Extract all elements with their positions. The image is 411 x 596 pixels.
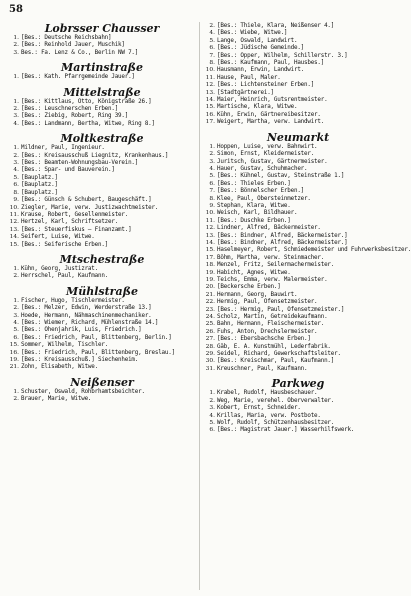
resident-text: [Bes.: Lichtensteiner Erben.]	[217, 82, 315, 89]
resident-text: [Bes.: Ebersbachsche Erben.]	[217, 336, 311, 343]
house-number: 10.	[9, 204, 19, 211]
resident-entry	[9, 305, 195, 312]
house-number: 13.	[205, 89, 215, 96]
resident-entry	[9, 167, 195, 174]
house-number: 4.	[209, 165, 215, 172]
resident-text: Haselmeyer, Robert, Schmiedemeister und Fuhrwerksbesitzer.	[217, 247, 411, 254]
house-number: 5.	[13, 327, 19, 334]
resident-entry	[9, 50, 195, 57]
resident-text: Hertzel, Karl, Schriftsetzer.	[21, 219, 119, 226]
resident-entry	[205, 233, 391, 240]
resident-entry	[205, 38, 391, 45]
resident-entry	[9, 121, 195, 128]
house-number: 6.	[209, 45, 215, 52]
house-number: 3.	[209, 405, 215, 412]
resident-text: Weigert, Martha, verw. Landwirt.	[217, 119, 325, 126]
house-number: 19.	[9, 357, 19, 363]
resident-text: [Bes.: Kreischmar, Paul, Kaufmann.]	[217, 358, 335, 365]
resident-text: [Bes.: Seiferische Erben.]	[21, 241, 109, 248]
house-number: 11.	[205, 217, 215, 224]
resident-entry	[205, 420, 391, 427]
resident-entry	[9, 35, 195, 42]
resident-entry	[9, 42, 195, 49]
house-number: 3.	[13, 160, 19, 167]
resident-text: Böhm, Martha, verw. Steinmacher.	[217, 254, 325, 261]
resident-text: [Bes.: Magistrat Jauer.] Wasserhilfswerk.	[217, 427, 355, 434]
resident-entry	[205, 210, 391, 217]
resident-entry	[205, 247, 411, 254]
house-number: 1.	[209, 390, 215, 397]
resident-entry	[9, 212, 195, 219]
house-number: 10.	[205, 210, 215, 217]
resident-text: Krillas, Maria, verw. Postbote.	[217, 412, 321, 419]
resident-text: Scholz, Martin, Getreidekaufmann.	[217, 314, 328, 321]
house-number: 7.	[209, 52, 215, 59]
resident-text: [Beckersche Erben.]	[217, 284, 281, 291]
resident-entry	[9, 342, 195, 349]
house-number: 15.	[205, 104, 215, 111]
house-number: 2.	[13, 396, 19, 403]
resident-text: Hermann, Georg, Bauwirt.	[217, 291, 298, 298]
resident-text: Lindner, Alfred, Bäckermeister.	[217, 225, 321, 232]
resident-text: Kühn, Georg, Justizrat.	[21, 265, 98, 272]
resident-text: Weg, Marie, verehel. Oberverwalter.	[217, 397, 335, 404]
resident-text: Hausmann, Erwin, Landwirt.	[217, 67, 305, 74]
resident-text: [Bauplatz.]	[21, 182, 58, 189]
resident-text: Krabel, Rudolf, Hausbeschauer.	[217, 390, 318, 397]
resident-entry	[205, 398, 391, 405]
resident-entry	[205, 181, 391, 188]
resident-text: Simon, Ernst, Kleidermeister.	[217, 151, 315, 158]
resident-text: Ziegler, Marie, verw. Justizwachtmeister.	[21, 204, 159, 211]
resident-text: Bes.: Fa. Lenz & Co., Berlin NW 7.]	[21, 49, 139, 56]
resident-entry	[205, 173, 391, 180]
resident-entry	[205, 405, 391, 412]
page-number: 58	[9, 4, 23, 15]
resident-entry	[205, 336, 391, 343]
resident-entry	[205, 188, 391, 195]
resident-entry	[205, 321, 391, 328]
resident-entry	[9, 175, 195, 182]
house-number: 1.	[13, 74, 19, 81]
house-number: 4.	[13, 319, 19, 326]
resident-text: [Stadtgärtnerei.]	[217, 89, 274, 96]
resident-text: [Bes.: Jüdische Gemeinde.]	[217, 45, 305, 52]
street-section	[9, 23, 195, 62]
resident-entry	[9, 364, 195, 371]
resident-list	[9, 298, 195, 372]
resident-entry	[205, 329, 391, 336]
house-number: 12.	[9, 219, 19, 226]
resident-text: [Bes.: Melzer, Edwin, Werderstraße 13.]	[21, 305, 152, 312]
house-number: 14.	[205, 97, 215, 104]
resident-entry	[9, 99, 195, 106]
house-number: 4.	[209, 412, 215, 419]
street-section	[205, 23, 391, 132]
resident-list	[205, 23, 391, 127]
house-number: 30.	[205, 358, 215, 365]
resident-entry	[9, 153, 195, 160]
resident-entry	[205, 292, 391, 299]
resident-text: Hoede, Hermann, Nähmaschinenmechaniker.	[21, 312, 152, 319]
house-number: 28.	[205, 343, 215, 350]
house-number: 2.	[209, 151, 215, 158]
street-heading: Parkweg	[271, 377, 325, 391]
resident-entry	[9, 396, 195, 403]
house-number: 2.	[209, 397, 215, 404]
resident-entry	[205, 90, 391, 97]
resident-text: [Bes.: Steuerfiskus — Finanzamt.]	[21, 226, 132, 233]
house-number: 8.	[13, 189, 19, 196]
street-heading: Neumarkt	[266, 130, 330, 144]
resident-list	[9, 35, 195, 57]
house-number: 21.	[9, 364, 19, 371]
house-number: 7.	[209, 188, 215, 195]
resident-entry	[205, 144, 391, 151]
resident-text: [Bes.: Kittlaus, Otto, Königstraße 26.]	[21, 98, 152, 105]
street-section	[205, 378, 391, 439]
resident-entry	[9, 350, 195, 357]
resident-entry	[205, 23, 391, 30]
house-number: 15.	[205, 247, 215, 254]
house-number: 9.	[13, 197, 19, 204]
house-number: 20.	[205, 284, 215, 291]
house-number: 1.	[13, 297, 19, 304]
resident-entry	[205, 284, 391, 291]
house-number: 1.	[13, 265, 19, 272]
resident-entry	[205, 299, 391, 306]
house-number: 14.	[9, 234, 19, 241]
left-column	[9, 23, 195, 409]
resident-text: [Bes.: Leuschnerschen Erben.]	[21, 106, 119, 113]
house-number: 3.	[13, 312, 19, 319]
resident-text: Brauer, Marie, Witwe.	[21, 396, 92, 403]
resident-entry	[9, 113, 195, 120]
house-number: 4.	[209, 30, 215, 37]
house-number: 1.	[209, 143, 215, 150]
resident-entry	[205, 240, 391, 247]
street-section	[9, 254, 195, 286]
resident-entry	[205, 390, 391, 397]
resident-text: [Bes.: Kath. Pfarrgemeinde Jauer.]	[21, 74, 135, 81]
resident-entry	[205, 166, 391, 173]
resident-entry	[205, 119, 391, 126]
house-number: 8.	[209, 195, 215, 202]
resident-text: Hoppen, Luise, verw. Bahnwirt.	[217, 143, 318, 150]
resident-text: Sommer, Wilhelm, Tischler.	[21, 342, 109, 349]
house-number: 2.	[209, 23, 215, 29]
resident-text: [Bes.: Deutsche Reichsbahn]	[21, 35, 112, 41]
resident-text: [Bes.: Bönnelscher Erben.]	[217, 188, 305, 195]
resident-entry	[205, 262, 391, 269]
house-number: 19.	[205, 277, 215, 283]
house-number: 5.	[209, 37, 215, 44]
column-divider	[199, 22, 200, 590]
resident-text: Seidel, Richard, Gewerkschaftsleiter.	[217, 351, 341, 358]
resident-entry	[9, 160, 195, 167]
house-number: 1.	[13, 145, 19, 152]
resident-text: [Bauplatz.]	[21, 174, 58, 181]
house-number: 1.	[13, 388, 19, 395]
house-number: 2.	[13, 273, 19, 280]
resident-list	[9, 266, 195, 281]
resident-entry	[205, 45, 391, 52]
street-section	[205, 130, 411, 379]
resident-text: [Bes.: Kaufmann, Paul, Hausbes.]	[217, 60, 325, 67]
house-number: 2.	[13, 152, 19, 159]
street-section	[9, 62, 195, 86]
resident-text: Stephan, Klara, Witwe.	[217, 202, 291, 209]
resident-text: [Bauplatz.]	[21, 189, 58, 196]
resident-entry	[9, 190, 195, 197]
resident-entry	[9, 106, 195, 113]
resident-entry	[205, 358, 391, 365]
resident-entry	[205, 60, 391, 67]
resident-text: Mildner, Paul, Ingenieur.	[21, 145, 105, 152]
resident-text: Teichs, Emma, verw. Malermeister.	[217, 277, 328, 283]
house-number: 13.	[205, 232, 215, 239]
resident-entry	[205, 427, 391, 434]
house-number: 26.	[205, 328, 215, 335]
resident-entry	[9, 145, 195, 152]
resident-list	[9, 145, 195, 249]
house-number: 24.	[205, 314, 215, 321]
street-section	[9, 377, 195, 409]
resident-entry	[9, 227, 195, 234]
house-number: 4.	[13, 167, 19, 174]
resident-text: Klee, Paul, Obersteinmetzer.	[217, 195, 311, 202]
resident-text: Hermig, Paul, Ofensetzmeister.	[217, 299, 318, 306]
resident-entry	[205, 82, 391, 89]
house-number: 2.	[13, 305, 19, 312]
house-number: 22.	[205, 299, 215, 306]
house-number: 5.	[209, 419, 215, 426]
resident-entry	[9, 234, 195, 241]
street-heading: Neißenser	[70, 375, 134, 389]
resident-entry	[205, 225, 391, 232]
street-heading: Martinstraße	[61, 61, 143, 75]
resident-entry	[205, 53, 391, 60]
resident-text: Schuster, Oswald, Rohbrhamtsbeichter.	[21, 388, 145, 395]
house-number: 31.	[205, 365, 215, 372]
resident-entry	[205, 307, 391, 314]
resident-text: Martische, Klara, Witwe.	[217, 104, 298, 111]
house-number: 3.	[209, 158, 215, 165]
street-heading: Moltkestraße	[60, 132, 144, 146]
resident-entry	[9, 357, 195, 364]
resident-entry	[205, 255, 391, 262]
resident-entry	[205, 112, 391, 119]
resident-text: Wolf, Rudolf, Schützenhausbesitzer.	[217, 419, 335, 426]
resident-text: Krause, Robert, Gesellenmeister.	[21, 211, 129, 218]
resident-text: Fischer, Hugo, Tischlermeister.	[21, 297, 125, 304]
resident-entry	[9, 242, 195, 249]
house-number: 15.	[9, 241, 19, 248]
resident-entry	[205, 97, 391, 104]
resident-entry	[205, 218, 391, 225]
resident-entry	[9, 298, 195, 305]
resident-text: [Bes.: Wiemer, Richard, Mühlenstraße 14.]	[21, 319, 159, 326]
right-column	[205, 23, 411, 440]
house-number: 12.	[205, 225, 215, 232]
resident-text: [Bes.: Hermig, Paul, Ofensetzmeister.]	[217, 306, 345, 313]
resident-list	[9, 74, 195, 81]
resident-entry	[9, 313, 195, 320]
resident-entry	[9, 266, 195, 273]
street-heading: Mittelstraße	[63, 85, 141, 99]
house-number: 4.	[13, 120, 19, 127]
resident-entry	[205, 344, 391, 351]
house-number: 10.	[205, 67, 215, 74]
house-number: 5.	[13, 174, 19, 181]
resident-text: Gäb, E. A. Kunstmühl, Lederfabrik.	[217, 343, 331, 350]
resident-text: Habicht, Agnes, Witwe.	[217, 269, 291, 276]
house-number: 9.	[209, 202, 215, 209]
resident-text: Bahn, Hermann, Fleischermeister.	[217, 321, 325, 328]
house-number: 17.	[205, 119, 215, 126]
resident-entry	[205, 151, 391, 158]
house-number: 3.	[13, 49, 19, 56]
house-number: 6.	[13, 334, 19, 341]
resident-text: Zohn, Elisabeth, Witwe.	[21, 364, 98, 371]
house-number: 18.	[205, 262, 215, 269]
house-number: 14.	[205, 239, 215, 246]
house-number: 6.	[209, 180, 215, 187]
house-number: 6.	[209, 427, 215, 434]
resident-text: Menzel, Fritz, Seilermachermeister.	[217, 262, 335, 269]
resident-entry	[205, 196, 391, 203]
resident-text: Kühn, Erwin, Gärtnereibesitzer.	[217, 111, 321, 118]
resident-text: Fuhs, Anton, Drechslermeister.	[217, 328, 318, 335]
resident-entry	[205, 203, 391, 210]
resident-text: [Bes.: Kreisausschuß.] Siechenheim.	[21, 357, 139, 363]
resident-text: Hause, Paul, Maler.	[217, 74, 281, 81]
house-number: 6.	[13, 182, 19, 189]
resident-entry	[205, 67, 391, 74]
resident-entry	[205, 413, 391, 420]
resident-text: Kobert, Ernst, Schneider.	[217, 405, 301, 412]
resident-text: [Bes.: Friedrich, Paul, Blittenberg, Berlin.]	[21, 334, 172, 341]
resident-text: [Bes.: Bindner, Alfred, Bäckermeister.]	[217, 232, 348, 239]
resident-text: Kreuschner, Paul, Kaufmann.	[217, 365, 308, 372]
resident-entry	[9, 327, 195, 334]
street-heading: Mühlstraße	[66, 284, 138, 298]
resident-text: Juritsch, Gustav, Gärtnermeister.	[217, 158, 328, 165]
resident-text: Seifert, Luise, Witwe.	[21, 234, 95, 241]
house-number: 2.	[13, 106, 19, 113]
resident-entry	[9, 273, 195, 280]
resident-entry	[205, 30, 391, 37]
resident-text: [Bes.: Beamten-Wohnungsbau-Verein.]	[21, 160, 139, 167]
house-number: 11.	[205, 74, 215, 81]
resident-entry	[9, 74, 195, 81]
house-number: 16.	[205, 111, 215, 118]
resident-text: [Bes.: Duschke Erben.]	[217, 217, 291, 224]
resident-text: [Bes.: Spar- und Bauverein.]	[21, 167, 115, 174]
resident-entry	[9, 335, 195, 342]
resident-text: [Bes.: Thiele, Klara, Neißenser 4.]	[217, 23, 335, 29]
street-section	[9, 133, 195, 254]
house-number: 29.	[205, 351, 215, 358]
resident-text: [Bes.: Kreisausschuß Liegnitz, Krankenhaus.]	[21, 152, 169, 159]
resident-text: [Bes.: Friedrich, Paul, Blittenberg, Breslau.]	[21, 349, 175, 356]
resident-entry	[9, 182, 195, 189]
resident-entry	[9, 389, 195, 396]
house-number: 3.	[13, 113, 19, 120]
house-number: 15.	[9, 342, 19, 349]
house-number: 25.	[205, 321, 215, 328]
resident-text: [Bes.: Wiebe, Witwe.]	[217, 30, 288, 37]
resident-text: [Bes.: Reinhold Jauer, Muschik]	[21, 42, 125, 49]
resident-entry	[205, 270, 391, 277]
house-number: 16.	[9, 349, 19, 356]
house-number: 17.	[205, 254, 215, 261]
resident-text: [Bes.: Günsch & Schubert, Baugeschäft.]	[21, 197, 152, 204]
house-number: 21.	[205, 291, 215, 298]
street-section	[9, 87, 195, 134]
resident-entry	[205, 277, 391, 284]
resident-text: [Bes.: Landmann, Bertha, Witwe, Ring 8.]	[21, 120, 155, 127]
house-number: 5.	[209, 173, 215, 180]
house-number: 2.	[13, 42, 19, 49]
house-number: 11.	[9, 211, 19, 218]
house-number: 1.	[13, 35, 19, 41]
resident-entry	[9, 197, 195, 204]
street-section	[9, 286, 195, 377]
resident-list	[205, 143, 411, 374]
resident-entry	[205, 104, 391, 111]
house-number: 19.	[205, 269, 215, 276]
resident-text: [Bes.: Ohenjahrik, Luis, Friedrich.]	[21, 327, 142, 334]
resident-text: Hauer, Gustav, Schuhmacher.	[217, 165, 308, 172]
house-number: 27.	[205, 336, 215, 343]
house-number: 13.	[9, 226, 19, 233]
resident-list	[9, 99, 195, 129]
resident-entry	[205, 314, 391, 321]
resident-list	[9, 389, 195, 404]
resident-entry	[205, 351, 391, 358]
resident-text: [Bes.: Bindner, Alfred, Bäckermeister.]	[217, 239, 348, 246]
house-number: 8.	[209, 60, 215, 67]
resident-text: Maier, Heinrich, Gutsrentmeister.	[217, 97, 328, 104]
resident-entry	[205, 75, 391, 82]
resident-entry	[205, 159, 391, 166]
resident-text: [Bes.: Thieles Erben.]	[217, 180, 291, 187]
resident-entry	[9, 205, 195, 212]
resident-text: Herrschel, Paul, Kaufmann.	[21, 273, 109, 280]
house-number: 23.	[205, 306, 215, 313]
resident-text: [Bes.: Kühnel, Gustav, Steinstraße 1.]	[217, 173, 345, 180]
resident-entry	[9, 320, 195, 327]
resident-list	[205, 390, 391, 434]
house-number: 1.	[13, 98, 19, 105]
street-heading: Mtschestraße	[59, 252, 145, 266]
resident-text: Weisch, Karl, Bildhauer.	[217, 210, 298, 217]
street-heading: Lobrsser Chausser	[44, 22, 160, 35]
resident-entry	[9, 219, 195, 226]
resident-text: [Bes.: Ziebig, Robert, Ring 39.]	[21, 113, 129, 120]
resident-text: Lange, Oswald, Landwirt.	[217, 37, 298, 44]
house-number: 12.	[205, 82, 215, 89]
resident-text: [Bes.: Opper, Wilhelm, Schillerstr. 3.]	[217, 52, 348, 59]
resident-entry	[205, 366, 391, 373]
